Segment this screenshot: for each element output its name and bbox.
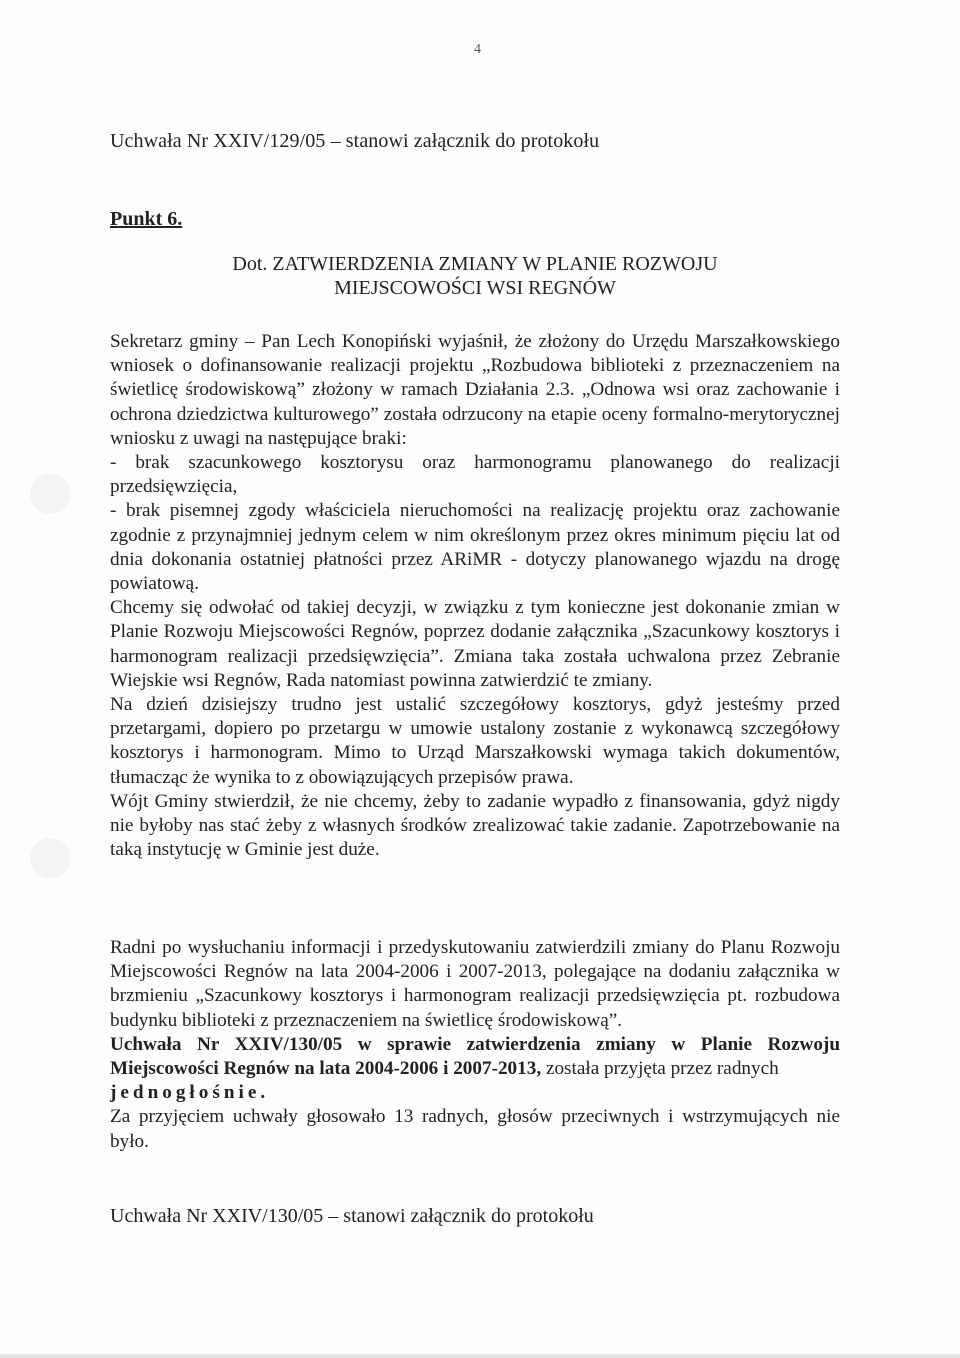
list-item-missing-cost-estimate: - brak szacunkowego kosztorysu oraz harmonogramu planowanego do realizacji przedsięwzięcia, xyxy=(110,452,840,498)
main-body xyxy=(110,330,840,862)
unanimous-word: jednogłośnie. xyxy=(110,1082,270,1104)
paragraph-intro: Sekretarz gminy – Pan Lech Konopiński wyjaśnił, że złożony do Urzędu Marszałkowskiego wniosek o dofinansowanie realizacji projektu „Rozbudowa biblioteki z przeznaczeniem na świetlicę środowiskową” złożony w ramach Działania 2.3. „Odnowa wsi oraz zachowanie i ochrona dziedzictwa kulturowego” została odrzucony na etapie oceny formalno-merytorycznej wniosku z uwagi na następujące braki: xyxy=(110,331,840,449)
paragraph-council-decision: Radni po wysłuchaniu informacji i przedyskutowaniu zatwierdzili zmiany do Planu Rozwoju Miejscowości Regnów na lata 2004-2006 i 2007-2013, polegające na dodaniu załącznika w brzmieniu „Szacunkowy kosztorys i harmonogram realizacji przedsięwzięcia pt. rozbudowa budynku biblioteki z przeznaczeniem na świetlicę środowiskową”. xyxy=(110,937,840,1031)
paragraph-resolution-adopted xyxy=(110,1033,840,1106)
section-punkt: Punkt 6. xyxy=(110,208,183,230)
list-item-missing-consent: - brak pisemnej zgody właściciela nieruchomości na realizację projektu oraz zachowanie zgodnie z przynajmniej jednym celem w nim określonym przez okres minimum pięciu lat od dnia dokonania ostatniej płatności przez ARiMR - dotyczy planowanego wjazdu na drogę powiatową. xyxy=(110,500,840,595)
page-number: 4 xyxy=(474,42,481,57)
resolution-title: Uchwała Nr XXIV/130/05 w sprawie zatwierdzenia zmiany w Planie Rozwoju Miejscowości Regnów na lata 2004-2006 i 2007-2013, xyxy=(110,1033,840,1080)
resolution-body xyxy=(110,936,840,1154)
paragraph-appeal: Chcemy się odwołać od takiej decyzji, w związku z tym konieczne jest dokonanie zmian w Planie Rozwoju Miejscowości Regnów, poprzez dodanie załącznika „Szacunkowy kosztorys i harmonogram realizacji przedsięwzięcia”. Zmiana taka została uchwalona przez Zebranie Wiejskie wsi Regnów, Rada natomiast powinna zatwierdzić te zmiany. xyxy=(110,597,840,691)
resolution-adopted-text: została przyjęta przez radnych xyxy=(541,1058,779,1080)
section-heading xyxy=(110,252,840,300)
punch-hole-mark xyxy=(30,838,70,878)
paragraph-cost-estimate: Na dzień dzisiejszy trudno jest ustalić szczegółowy kosztorys, gdyż jesteśmy przed przetargami, dopiero po przetargu w umowie ustalony zostanie z wykonawcą szczegółowy kosztorys i harmonogram. Mimo to Urząd Marszałkowski wymaga takich dokumentów, tłumacząc że wynika to z obowiązujących przepisów prawa. xyxy=(110,694,840,788)
heading-prefix: Dot. xyxy=(232,253,273,275)
punch-hole-mark xyxy=(30,474,70,514)
attachment-reference-bottom: Uchwała Nr XXIV/130/05 – stanowi załącznik do protokołu xyxy=(110,1205,594,1227)
paragraph-vote-result: Za przyjęciem uchwały głosowało 13 radnych, głosów przeciwnych i wstrzymujących nie było. xyxy=(110,1106,840,1152)
attachment-reference-top: Uchwała Nr XXIV/129/05 – stanowi załącznik do protokołu xyxy=(110,130,600,152)
section-heading-line2: MIEJSCOWOŚCI WSI REGNÓW xyxy=(334,277,616,299)
page-edge xyxy=(0,1354,960,1358)
section-heading-line1 xyxy=(110,252,840,276)
paragraph-mayor-statement: Wójt Gminy stwierdził, że nie chcemy, żeby to zadanie wypadło z finansowania, gdyż nigdy nie byłoby nas stać żeby z własnych środków zrealizować takie zadanie. Zapotrzebowanie na taką instytucję w Gminie jest duże. xyxy=(110,790,840,861)
heading-title-1: ZATWIERDZENIA ZMIANY W PLANIE ROZWOJU xyxy=(272,253,718,275)
